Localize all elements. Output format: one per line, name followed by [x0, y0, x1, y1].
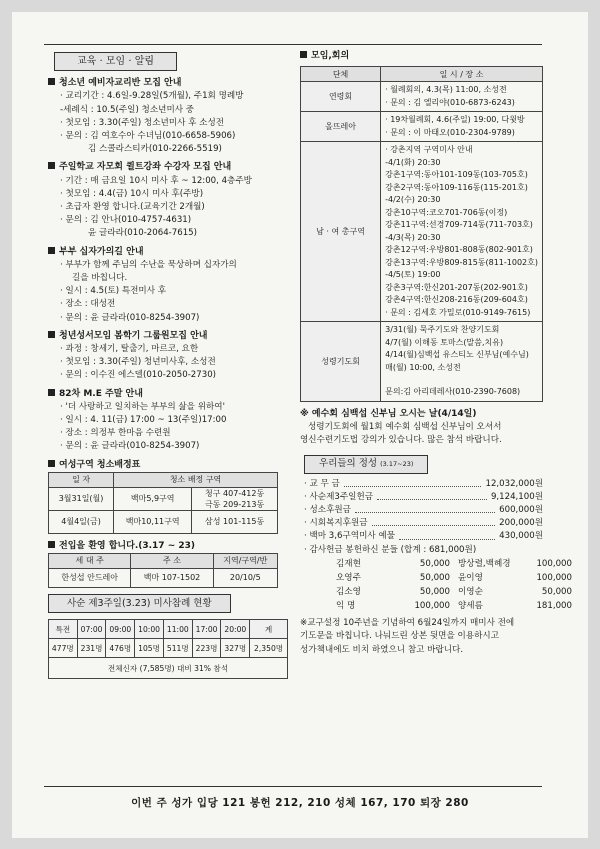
announcement-heading: 주일학교 자모회 퀼트강좌 수강자 모집 안내: [48, 161, 288, 174]
cell: 한성섭 안드레아: [49, 569, 131, 588]
donor-cell: 50,000: [541, 586, 572, 597]
donor-cell: 익 명: [336, 600, 356, 611]
col-header: 지역/구역/반: [213, 554, 277, 569]
cell: 20/10/5: [213, 569, 277, 588]
group-name: 연령회: [301, 82, 381, 112]
square-bullet-icon: [48, 541, 55, 548]
prayer-note: ※교구설정 10주년을 기념하여 6월24일까지 매미사 전에 기도문을 바칩니다. 나눠드린 상본 뒷면을 이용하시고 성가책내에도 비치 하였으니 참고 바랍니다.: [300, 617, 515, 655]
announcement-heading: 청년성서모임 봄학기 그룹원모집 안내: [48, 330, 288, 343]
cell: 삼성 101-115동: [192, 510, 278, 533]
offering-item: · 감사헌금 봉헌하신 분들 (합계 : 681,000원): [304, 544, 477, 555]
col-header: 세 대 주: [49, 554, 131, 569]
leader-dots: [344, 478, 482, 487]
cleaning-heading: 여성구역 청소배정표: [48, 459, 288, 472]
col-header: 주 소: [131, 554, 213, 569]
cell: 11:00: [163, 620, 192, 639]
donor-cell: 방상렬,백혜경: [458, 558, 511, 569]
offerings: [300, 453, 572, 657]
offering-item: · 시회복지후원금 200,000원: [304, 518, 543, 529]
offerings-title: 우리들의 정성 (3.17~23): [304, 455, 428, 473]
donor-list: [300, 557, 572, 613]
cell: 105명: [135, 639, 164, 658]
donor-cell: 50,000: [419, 558, 450, 569]
col-header: 일 자: [49, 472, 114, 487]
table-row: [49, 487, 278, 510]
announcement-line: · 일시 : 4.5(토) 특전미사 후: [60, 286, 167, 297]
donor-cell: 100,000: [414, 600, 450, 611]
section-title: 교육 · 모임 · 알림: [54, 52, 177, 71]
square-bullet-icon: [48, 331, 55, 338]
donor-cell: 오영주: [336, 572, 361, 583]
cell: 백마10,11구역: [114, 510, 192, 533]
table-row: [301, 112, 543, 142]
cell: 17:00: [192, 620, 221, 639]
announcement-1: [48, 161, 288, 240]
announcement-line: · 교리기간 : 4.6일-9.28일(5개월), 주1회 명례방: [60, 91, 244, 102]
announcement-heading: 부부 십자가의길 안내: [48, 246, 288, 259]
col-header: 일 시 / 장 소: [381, 67, 543, 82]
table-row: [49, 569, 278, 588]
offerings-list: [300, 478, 543, 557]
attendance-total: 전체신자 (7,585명) 대비 31% 참석: [49, 658, 288, 679]
donor-cell: 50,000: [419, 572, 450, 583]
announcement-line: · 첫모임 : 3.30(주일) 청년미사후, 소성전: [60, 357, 216, 368]
donor-cell: 윤이영: [458, 572, 483, 583]
donor-cell: 100,000: [536, 558, 572, 569]
table-row: [49, 658, 288, 679]
announcement-line: · 문의 : 김 안나(010-4757-4631): [60, 215, 192, 226]
cell: 09:00: [106, 620, 135, 639]
schedule: · 월례회의, 4.3(목) 11:00, 소성전 · 문의 : 김 엘리야(010-6873-6243): [381, 82, 543, 112]
cell: 백마5,9구역: [114, 487, 192, 510]
table-row: [301, 142, 543, 322]
schedule: 3/31(월) 묵주기도와 찬양기도회 4/7(월) 이해동 토마스(말씀,치유) 4/14(월)심백섭 유스티노 신부님(예수님) 매(월) 10:00, 소성전 문의:김 아리데레사(010-2390-7608): [381, 322, 543, 402]
cell: 3월31일(월): [49, 487, 114, 510]
movein-table: [48, 553, 278, 588]
attendance-title: 사순 제3주일(3.23) 미사참례 현황: [48, 594, 231, 613]
donor-cell: 김재현: [336, 558, 361, 569]
announcement-line: 길을 바칩니다.: [72, 273, 128, 284]
announcement-2: [48, 246, 288, 325]
square-bullet-icon: [48, 247, 55, 254]
donor-cell: 이영순: [458, 586, 483, 597]
cell: 10:00: [135, 620, 164, 639]
offering-item: · 백마 3,6구역미사 예물 430,000원: [304, 531, 543, 542]
group-name: 성령기도회: [301, 322, 381, 402]
cell: 계: [250, 620, 288, 639]
schedule: · 강촌지역 구역미사 안내 -4/1(화) 20:30 강촌1구역:동아101-109동(103-705호) 강촌2구역:동아109-116동(115-201호) -4/2(수) 20:30 강촌10구역:코오701-706동(이정) 강촌11구역:선경709-714동(711-703호) -4/3(목) 20:30 강촌12구역:우방801-808동(802-901호) 강촌13구역:우방809-815동(811-1002호) -4/5(토) 19:00 강촌3구역:한신201-207동(202-901호) 강촌4구역:한신208-216동(209-604호) · 문의 : 김세호 가밀로(010-9149-7615): [381, 142, 543, 322]
announcement-line: · 문의 : 윤 글라라(010-8254-3907): [60, 312, 200, 323]
announcement-line: · 초급자 환영 합니다.(교육기간 2개월): [60, 202, 205, 213]
offering-item: · 사순제3주일헌금 9,124,100원: [304, 491, 543, 502]
square-bullet-icon: [300, 51, 307, 58]
announcement-line: · 장소 : 의정부 한마음 수련원: [60, 428, 171, 439]
announcement-line: 김 스콜라스티카(010-2266-5519): [88, 144, 222, 155]
cell: 특전: [49, 620, 78, 639]
cell: 청구 407-412동 극동 209-213동: [192, 487, 278, 510]
col-header: 청소 배정 구역: [114, 472, 278, 487]
notice: [300, 408, 543, 448]
announcement-line: 윤 글라라(010-2064-7615): [88, 228, 197, 239]
notice-text: 성령기도회에 월1회 예수회 심백섭 신부님이 오셔서: [308, 421, 502, 432]
left-column: [48, 50, 288, 679]
square-bullet-icon: [48, 78, 55, 85]
cleaning-table: [48, 472, 278, 534]
donor-cell: 50,000: [419, 586, 450, 597]
meetings-table: [300, 66, 543, 402]
announcement-line: · 장소 : 대성전: [60, 299, 116, 310]
cell: 백마 107-1502: [131, 569, 213, 588]
top-rule: [44, 44, 542, 45]
announcement-4: [48, 388, 288, 454]
announcement-line: · 문의 : 이수진 에스델(010-2050-2730): [60, 370, 217, 381]
announcement-line: · 문의 : 김 여호수아 수녀님(010-6658-5906): [60, 131, 236, 142]
donor-cell: 100,000: [536, 572, 572, 583]
leader-dots: [372, 517, 496, 526]
cell: 327명: [221, 639, 250, 658]
notice-text: 영신수련기도법 강의가 있습니다. 많은 참석 바랍니다.: [300, 435, 502, 446]
announcement-line: · '더 사랑하고 일치하는 부부의 삶을 위하여': [60, 401, 225, 412]
cell: 4월4일(금): [49, 510, 114, 533]
announcement-line: -세례식 : 10.5(주일) 청소년미사 중: [60, 104, 195, 115]
donor-cell: 181,000: [536, 600, 572, 611]
cell: 511명: [163, 639, 192, 658]
announcement-heading: 청소년 예비자교리반 모집 안내: [48, 77, 288, 90]
announcement-0: [48, 77, 288, 156]
cell: 20:00: [221, 620, 250, 639]
donor-cell: 김소영: [336, 586, 361, 597]
cell: 223명: [192, 639, 221, 658]
announcement-line: · 첫모임 : 4.4(금) 10시 미사 후(주방): [60, 188, 204, 199]
announcement-line: · 일시 : 4. 11(금) 17:00 ~ 13(주일)17:00: [60, 415, 227, 426]
announcement-line: · 문의 : 윤 글라라(010-8254-3907): [60, 441, 200, 452]
announcement-line: · 과정 : 창세기, 탈출기, 마르코, 요한: [60, 344, 199, 355]
schedule: · 19차월례회, 4.6(주일) 19:00, 다윗방 · 문의 : 이 마태오(010-2304-9789): [381, 112, 543, 142]
group-name: 올뜨레아: [301, 112, 381, 142]
leader-dots: [377, 491, 487, 500]
table-row: [49, 510, 278, 533]
group-name: 남 · 여 총구역: [301, 142, 381, 322]
notice-heading: ※ 예수회 심백섭 신부님 오시는 날(4/14일): [300, 408, 477, 419]
cell: 231명: [77, 639, 106, 658]
cell: 07:00: [77, 620, 106, 639]
movein-heading: 전입을 환영 합니다.(3.17 ~ 23): [48, 540, 288, 553]
table-row: [49, 620, 288, 639]
table-row: [49, 639, 288, 658]
table-row: [301, 82, 543, 112]
announcement-3: [48, 330, 288, 383]
leader-dots: [399, 530, 495, 539]
donor-cell: 양세름: [458, 600, 483, 611]
square-bullet-icon: [48, 389, 55, 396]
table-row: [301, 322, 543, 402]
col-header: 단체: [301, 67, 381, 82]
announcement-line: · 기간 : 매 금요일 10시 미사 후 ~ 12:00, 4층주방: [60, 175, 252, 186]
hymn-footer: 이번 주 성가 입당 121 봉헌 212, 210 성체 167, 170 퇴장 280: [131, 797, 469, 809]
announcement-line: · 부부가 함께 주님의 수난을 묵상하며 십자가의: [60, 259, 237, 270]
announcements: [48, 77, 288, 453]
leader-dots: [355, 504, 495, 513]
offering-item: · 교 무 금 12,032,000원: [304, 478, 543, 489]
meetings-heading: 모임,회의: [300, 50, 543, 63]
cell: 2,350명: [250, 639, 288, 658]
cell: 476명: [106, 639, 135, 658]
square-bullet-icon: [48, 460, 55, 467]
attendance-table: [48, 619, 288, 679]
footer-rule: [44, 786, 542, 787]
announcement-heading: 82차 M.E 주말 안내: [48, 388, 288, 401]
offering-item: · 성소후원금 600,000원: [304, 504, 543, 515]
announcement-line: · 첫모임 : 3.30(주일) 청소년미사 후 소성전: [60, 117, 225, 128]
right-column: [300, 50, 572, 657]
square-bullet-icon: [48, 162, 55, 169]
cell: 477명: [49, 639, 78, 658]
